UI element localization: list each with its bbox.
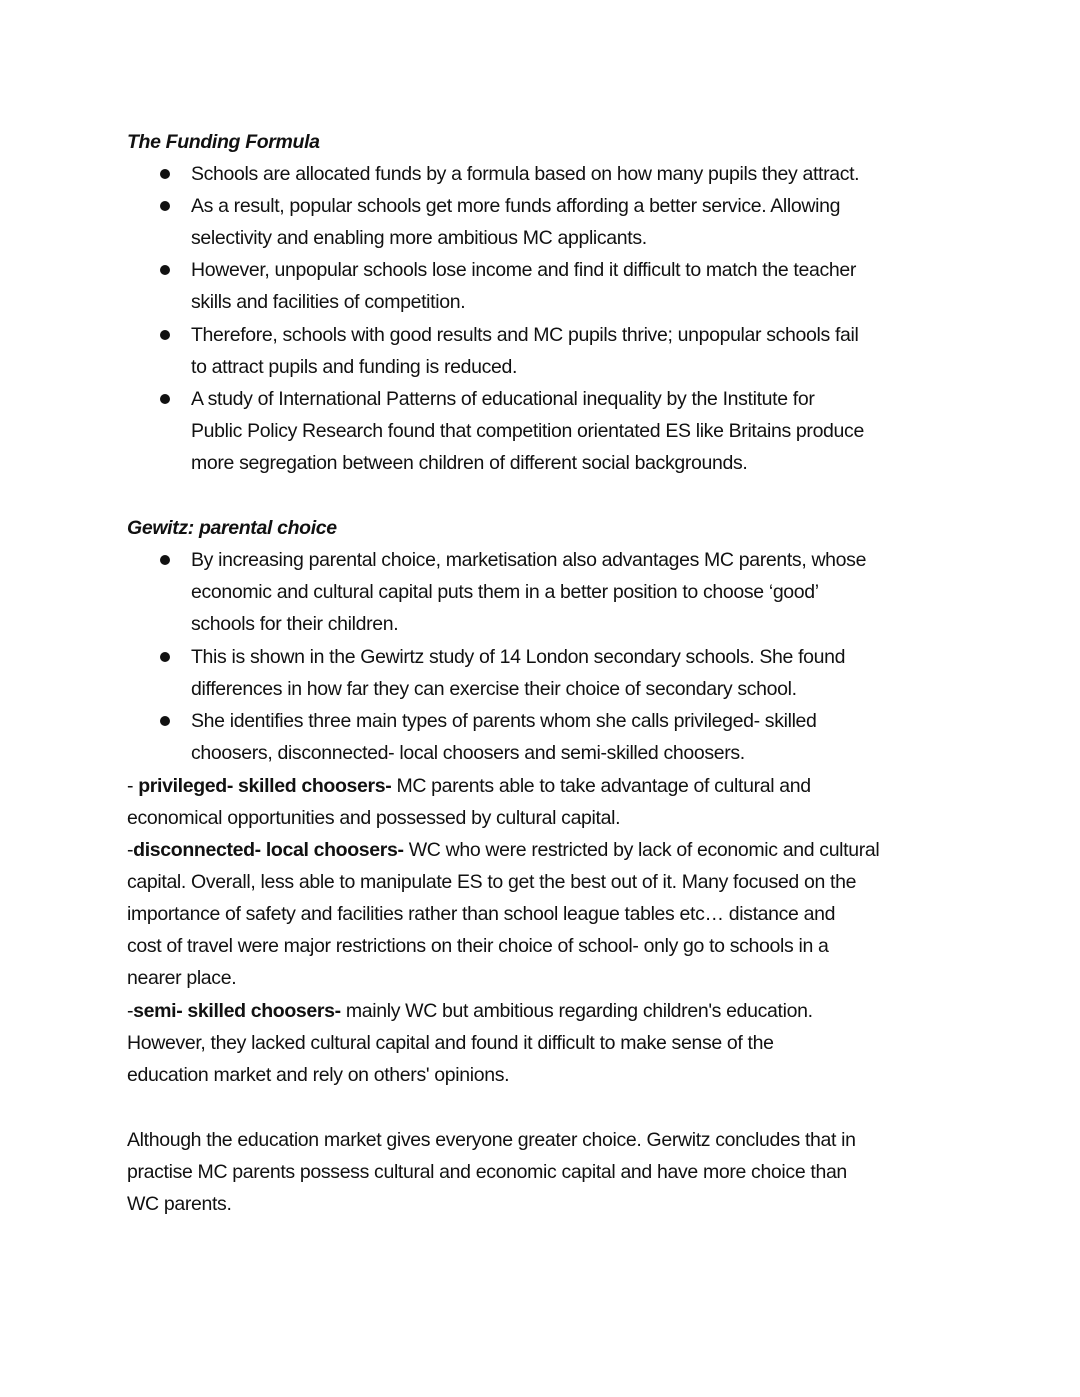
conclusion-text: Although the education market gives everyone greater choice. Gerwitz concludes that in xyxy=(127,1129,856,1151)
conclusion-text: WC parents. xyxy=(127,1193,232,1215)
bullet-text: more segregation between children of different social backgrounds. xyxy=(191,452,748,474)
bullet-text: schools for their children. xyxy=(191,613,399,635)
definition-text: nearer place. xyxy=(127,967,237,989)
definition-text: importance of safety and facilities rather than school league tables etc… distance and xyxy=(127,903,836,925)
bullet-icon xyxy=(160,394,170,404)
bullet-text: Public Policy Research found that competition orientated ES like Britains produce xyxy=(191,420,864,442)
definition-text: WC who were restricted by lack of economic and cultural xyxy=(403,839,880,861)
definition-text: capital. Overall, less able to manipulate ES to get the best out of it. Many focused on the xyxy=(127,871,857,893)
definition-privileged-skilled-choosers xyxy=(127,770,811,802)
bullet-text: By increasing parental choice, marketisation also advantages MC parents, whose xyxy=(191,549,867,571)
bullet-icon xyxy=(160,169,170,179)
section-heading-parental-choice: Gewitz: parental choice xyxy=(127,517,337,539)
definition-term: privileged- skilled choosers- xyxy=(138,775,392,797)
bullet-text: to attract pupils and funding is reduced. xyxy=(191,356,518,378)
bullet-text: However, unpopular schools lose income and find it difficult to match the teacher xyxy=(191,259,857,281)
definition-term: semi- skilled choosers- xyxy=(133,1000,341,1022)
bullet-text: selectivity and enabling more ambitious MC applicants. xyxy=(191,227,647,249)
definition-text: cost of travel were major restrictions on their choice of school- only go to schools in a xyxy=(127,935,829,957)
section-heading-funding-formula: The Funding Formula xyxy=(127,131,320,153)
definition-prefix: - xyxy=(127,775,139,797)
bullet-text: As a result, popular schools get more funds affording a better service. Allowing xyxy=(191,195,841,217)
conclusion-text: practise MC parents possess cultural and economic capital and have more choice than xyxy=(127,1161,847,1183)
bullet-text: differences in how far they can exercise their choice of secondary school. xyxy=(191,678,797,700)
definition-semi-skilled-choosers xyxy=(127,995,813,1027)
bullet-icon xyxy=(160,716,170,726)
bullet-text: choosers, disconnected- local choosers and semi-skilled choosers. xyxy=(191,742,745,764)
bullet-icon xyxy=(160,330,170,340)
definition-term: disconnected- local choosers- xyxy=(133,839,404,861)
definition-text: However, they lacked cultural capital and found it difficult to make sense of the xyxy=(127,1032,774,1054)
definition-text: mainly WC but ambitious regarding children's education. xyxy=(340,1000,813,1022)
definition-text: education market and rely on others' opinions. xyxy=(127,1064,510,1086)
bullet-text: Therefore, schools with good results and MC pupils thrive; unpopular schools fail xyxy=(191,324,859,346)
bullet-text: economic and cultural capital puts them in a better position to choose ‘good’ xyxy=(191,581,819,603)
bullet-icon xyxy=(160,652,170,662)
definition-disconnected-local-choosers xyxy=(127,834,879,866)
bullet-text: She identifies three main types of parents whom she calls privileged- skilled xyxy=(191,710,817,732)
bullet-text: This is shown in the Gewirtz study of 14 London secondary schools. She found xyxy=(191,646,846,668)
definition-text: economical opportunities and possessed by cultural capital. xyxy=(127,807,621,829)
definition-text: MC parents able to take advantage of cultural and xyxy=(391,775,811,797)
bullet-text: skills and facilities of competition. xyxy=(191,291,466,313)
bullet-icon xyxy=(160,201,170,211)
definition-prefix: - xyxy=(127,1000,134,1022)
bullet-icon xyxy=(160,265,170,275)
definition-prefix: - xyxy=(127,839,134,861)
bullet-text: A study of International Patterns of educational inequality by the Institute for xyxy=(191,388,815,410)
bullet-text: Schools are allocated funds by a formula based on how many pupils they attract. xyxy=(191,163,860,185)
bullet-icon xyxy=(160,555,170,565)
